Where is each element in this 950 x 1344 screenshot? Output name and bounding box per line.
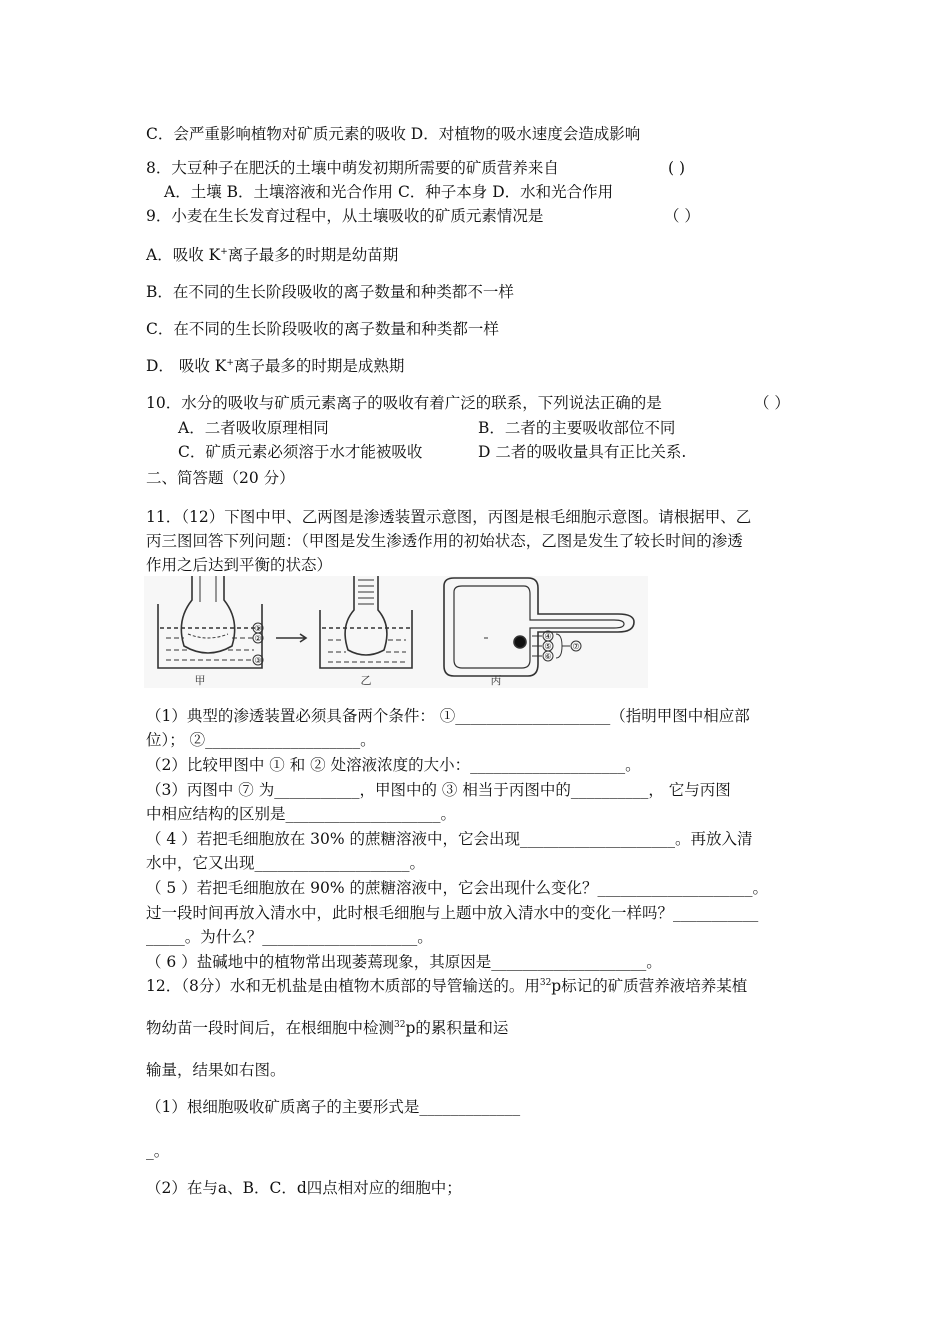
label-5: ⑤ bbox=[544, 642, 552, 651]
q11-part6: （ 6 ）盐碱地中的植物常出现萎蔫现象，其原因是____________________。 bbox=[146, 953, 662, 971]
q9-option-d: D． 吸收 K+离子最多的时期是成熟期 bbox=[146, 357, 405, 375]
q11-part1-line2: 位）； ②____________________。 bbox=[146, 731, 376, 749]
label-6: ⑥ bbox=[544, 652, 552, 661]
section-2-heading: 二、简答题（20 分） bbox=[146, 469, 295, 487]
q9-option-a: A．吸收 K+离子最多的时期是幼苗期 bbox=[146, 246, 399, 264]
q11-stem-line2: 丙三图回答下列问题：（甲图是发生渗透作用的初始状态，乙图是发生了较长时间的渗透 bbox=[146, 532, 743, 550]
jia-beaker bbox=[158, 604, 262, 668]
caption-jia: 甲 bbox=[194, 674, 206, 687]
q8-stem: 8．大豆种子在肥沃的土壤中萌发初期所需要的矿质营养来自 bbox=[146, 159, 559, 177]
q12-part2: （2）在与a、B．C．d四点相对应的细胞中； bbox=[146, 1179, 462, 1197]
q9-answer-paren: （ ） bbox=[664, 207, 700, 225]
q7-option-cd: C．会严重影响植物对矿质元素的吸收 D．对植物的吸水速度会造成影响 bbox=[146, 125, 641, 143]
q11-part4-line2: 水中，它又出现____________________。 bbox=[146, 854, 426, 872]
yi-funnel bbox=[345, 576, 387, 655]
q11-part2: （2）比较甲图中 ① 和 ② 处溶液浓度的大小：____________________。 bbox=[146, 756, 641, 774]
label-1: ① bbox=[254, 624, 262, 633]
jia-funnel bbox=[181, 576, 234, 653]
q11-part3-line1: （3）丙图中 ⑦ 为___________，甲图中的 ③ 相当于丙图中的__________， 它与丙图 bbox=[146, 781, 731, 799]
q8-answer-paren: ( ) bbox=[668, 159, 686, 177]
label-4: ④ bbox=[544, 632, 552, 641]
q11-part1-line1: （1）典型的渗透装置必须具备两个条件： ①____________________（指明甲图中相应部 bbox=[146, 707, 750, 725]
q9-option-c: C．在不同的生长阶段吸收的离子数量和种类都一样 bbox=[146, 320, 499, 338]
q10-option-c: C．矿质元素必须溶于水才能被吸收 bbox=[178, 443, 423, 461]
q11-part5-line2: 过一段时间再放入清水中，此时根毛细胞与上题中放入清水中的变化一样吗？___________ bbox=[146, 904, 759, 922]
q12-part1-line1: （1）根细胞吸收矿质离子的主要形式是_____________ bbox=[146, 1098, 521, 1116]
caption-bing: 丙 bbox=[490, 674, 502, 687]
osmosis-figure-svg bbox=[144, 576, 648, 688]
bing-cell-outer bbox=[444, 578, 634, 676]
q12-stem-line3: 输量，结果如右图。 bbox=[146, 1061, 286, 1079]
q12-part1-line2: _。 bbox=[146, 1142, 170, 1160]
q10-answer-paren: （ ） bbox=[754, 394, 790, 412]
label-3: ③ bbox=[254, 656, 262, 665]
q11-part4-line1: （ 4 ）若把毛细胞放在 30% 的蔗糖溶液中，它会出现____________________。再放入清 bbox=[146, 830, 753, 848]
q11-part5-line3: _____。为什么？____________________。 bbox=[146, 928, 433, 946]
q10-stem: 10．水分的吸收与矿质元素离子的吸收有着广泛的联系，下列说法正确的是 bbox=[146, 394, 662, 412]
q11-stem-line3: 作用之后达到平衡的状态） bbox=[146, 556, 333, 574]
arrow bbox=[276, 634, 306, 642]
q12-stem-line1: 12．（8分）水和无机盐是由植物木质部的导管输送的。用$^{32}$p标记的矿质营养液培养某植 bbox=[146, 977, 748, 995]
q11-stem-line1: 11．（12）下图中甲、乙两图是渗透装置示意图，丙图是根毛细胞示意图。请根据甲、乙 bbox=[146, 508, 752, 526]
q12-stem-line2: 物幼苗一段时间后，在根细胞中检测$^{32}$p的累积量和运 bbox=[146, 1019, 509, 1037]
label-7: ⑦ bbox=[572, 642, 580, 651]
label-2: ② bbox=[254, 634, 262, 643]
q11-part5-line1: （ 5 ）若把毛细胞放在 90% 的蔗糖溶液中，它会出现什么变化？____________________。 bbox=[146, 879, 769, 897]
q8-options: A．土壤 B．土壤溶液和光合作用 C．种子本身 D．水和光合作用 bbox=[164, 183, 614, 201]
q9-option-b: B．在不同的生长阶段吸收的离子数量和种类都不一样 bbox=[146, 283, 514, 301]
q10-option-b: B．二者的主要吸收部位不同 bbox=[478, 419, 676, 437]
q10-option-a: A．二者吸收原理相同 bbox=[178, 419, 329, 437]
q10-option-d: D 二者的吸收量具有正比关系. bbox=[478, 443, 687, 461]
q11-part3-line2: 中相应结构的区别是____________________。 bbox=[146, 805, 457, 823]
bing-nucleus bbox=[514, 636, 526, 648]
caption-yi: 乙 bbox=[360, 674, 372, 687]
osmosis-figure bbox=[144, 576, 648, 688]
yi-beaker bbox=[320, 610, 412, 668]
q9-stem: 9．小麦在生长发育过程中，从土壤吸收的矿质元素情况是 bbox=[146, 207, 544, 225]
